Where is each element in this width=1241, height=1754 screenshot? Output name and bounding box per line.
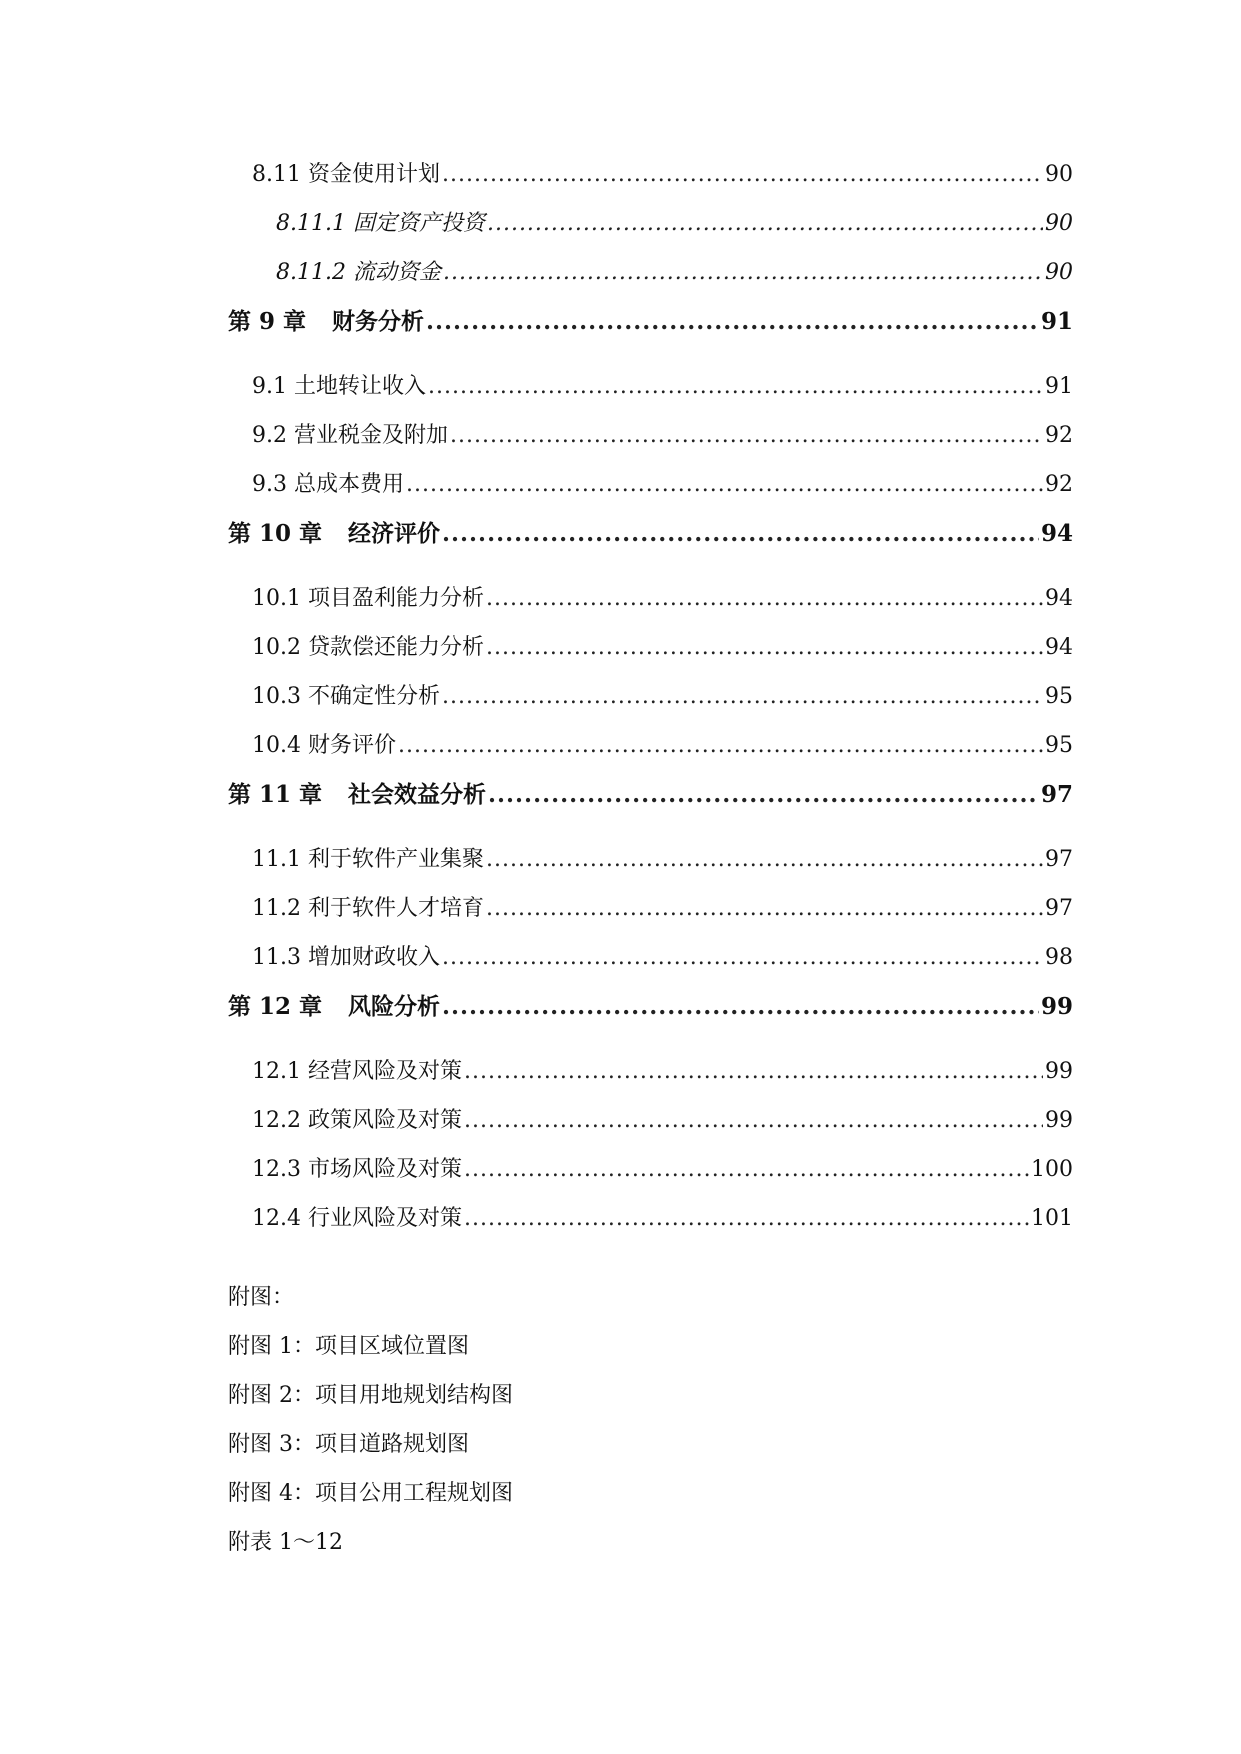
page-number: 97 — [1045, 896, 1073, 921]
toc-entry-title: 11.2 利于软件人才培育 — [252, 896, 484, 921]
dot-leader — [464, 1106, 1043, 1136]
toc-section-entry[interactable] — [228, 1106, 1073, 1136]
dot-leader — [464, 1155, 1029, 1185]
toc-section-entry[interactable] — [228, 943, 1073, 973]
page-number: 101 — [1031, 1206, 1073, 1231]
dot-leader — [398, 731, 1043, 761]
toc-section-entry[interactable] — [228, 470, 1073, 500]
toc-chapter-entry[interactable] — [228, 519, 1073, 549]
toc-section-entry[interactable] — [228, 1057, 1073, 1087]
dot-leader — [488, 780, 1039, 810]
toc-entry-title — [228, 780, 486, 810]
table-of-contents — [228, 160, 1073, 1253]
toc-chapter-entry[interactable] — [228, 307, 1073, 337]
dot-leader — [406, 470, 1043, 500]
dot-leader — [464, 1057, 1043, 1087]
toc-section-entry[interactable] — [228, 633, 1073, 663]
dot-leader — [442, 682, 1043, 712]
toc-subsection-entry[interactable] — [228, 209, 1073, 239]
page-number: 95 — [1045, 733, 1073, 758]
toc-entry-title: 8.11 资金使用计划 — [252, 162, 440, 187]
dot-leader — [442, 943, 1043, 973]
toc-section-entry[interactable] — [228, 1155, 1073, 1185]
appendix-item: 附表 1～12 — [228, 1530, 343, 1555]
page-number: 95 — [1045, 684, 1073, 709]
dot-leader — [450, 421, 1043, 451]
dot-leader — [428, 372, 1043, 402]
page-number: 98 — [1045, 945, 1073, 970]
chapter-title: 社会效益分析 — [348, 781, 487, 808]
toc-section-entry[interactable] — [228, 731, 1073, 761]
toc-entry-title: 11.3 增加财政收入 — [252, 945, 440, 970]
chapter-number: 第 12 章 — [228, 993, 323, 1020]
page-number: 91 — [1040, 308, 1073, 335]
toc-entry-title — [228, 307, 424, 337]
chapter-number: 第 11 章 — [228, 781, 323, 808]
toc-entry-title: 9.2 营业税金及附加 — [252, 423, 448, 448]
dot-leader — [464, 1204, 1029, 1234]
toc-entry-title: 9.1 土地转让收入 — [252, 374, 426, 399]
chapter-title: 经济评价 — [348, 520, 441, 547]
page-number: 90 — [1045, 260, 1073, 285]
toc-section-entry[interactable] — [228, 584, 1073, 614]
toc-entry-title: 10.4 财务评价 — [252, 733, 396, 758]
dot-leader — [486, 894, 1043, 924]
dot-leader — [443, 258, 1043, 288]
toc-entry-title: 10.1 项目盈利能力分析 — [252, 586, 484, 611]
page-number: 94 — [1045, 586, 1073, 611]
page-number: 94 — [1040, 520, 1073, 547]
toc-section-entry[interactable] — [228, 894, 1073, 924]
page-number: 92 — [1045, 423, 1073, 448]
toc-section-entry[interactable] — [228, 682, 1073, 712]
page-number: 99 — [1045, 1059, 1073, 1084]
page-number: 97 — [1045, 847, 1073, 872]
chapter-number: 第 10 章 — [228, 520, 323, 547]
page-number: 99 — [1045, 1108, 1073, 1133]
page-number: 92 — [1045, 472, 1073, 497]
toc-entry-title: 12.1 经营风险及对策 — [252, 1059, 462, 1084]
toc-entry-title: 8.11.1 固定资产投资 — [276, 211, 485, 236]
dot-leader — [442, 160, 1043, 190]
toc-entry-title: 11.1 利于软件产业集聚 — [252, 847, 484, 872]
appendix-item: 附图 3：项目道路规划图 — [228, 1432, 469, 1457]
toc-entry-title: 12.4 行业风险及对策 — [252, 1206, 462, 1231]
chapter-number: 第 9 章 — [228, 308, 307, 335]
toc-entry-title: 12.3 市场风险及对策 — [252, 1157, 462, 1182]
toc-section-entry[interactable] — [228, 845, 1073, 875]
toc-entry-title: 12.2 政策风险及对策 — [252, 1108, 462, 1133]
dot-leader — [442, 519, 1039, 549]
toc-section-entry[interactable] — [228, 372, 1073, 402]
toc-section-entry[interactable] — [228, 160, 1073, 190]
page-number: 99 — [1040, 993, 1073, 1020]
page-number: 91 — [1045, 374, 1073, 399]
toc-entry-title — [228, 519, 440, 549]
dot-leader — [486, 845, 1043, 875]
appendix-item: 附图 2：项目用地规划结构图 — [228, 1383, 513, 1408]
toc-section-entry[interactable] — [228, 421, 1073, 451]
appendix-list — [228, 1283, 1073, 1577]
dot-leader — [426, 307, 1039, 337]
toc-subsection-entry[interactable] — [228, 258, 1073, 288]
page-number: 94 — [1045, 635, 1073, 660]
page-number: 90 — [1045, 211, 1073, 236]
chapter-title: 财务分析 — [332, 308, 425, 335]
appendix-item: 附图 4：项目公用工程规划图 — [228, 1481, 513, 1506]
dot-leader — [487, 209, 1043, 239]
toc-chapter-entry[interactable] — [228, 780, 1073, 810]
appendix-item: 附图： — [228, 1285, 295, 1310]
appendix-item: 附图 1：项目区域位置图 — [228, 1334, 469, 1359]
toc-entry-title: 10.2 贷款偿还能力分析 — [252, 635, 484, 660]
toc-entry-title: 8.11.2 流动资金 — [276, 260, 441, 285]
dot-leader — [442, 992, 1039, 1022]
toc-entry-title — [228, 992, 440, 1022]
page-number: 97 — [1040, 781, 1073, 808]
toc-section-entry[interactable] — [228, 1204, 1073, 1234]
toc-entry-title: 9.3 总成本费用 — [252, 472, 404, 497]
dot-leader — [486, 584, 1043, 614]
dot-leader — [486, 633, 1043, 663]
page-number: 90 — [1045, 162, 1073, 187]
toc-entry-title: 10.3 不确定性分析 — [252, 684, 440, 709]
page-number: 100 — [1031, 1157, 1073, 1182]
chapter-title: 风险分析 — [348, 993, 441, 1020]
toc-chapter-entry[interactable] — [228, 992, 1073, 1022]
